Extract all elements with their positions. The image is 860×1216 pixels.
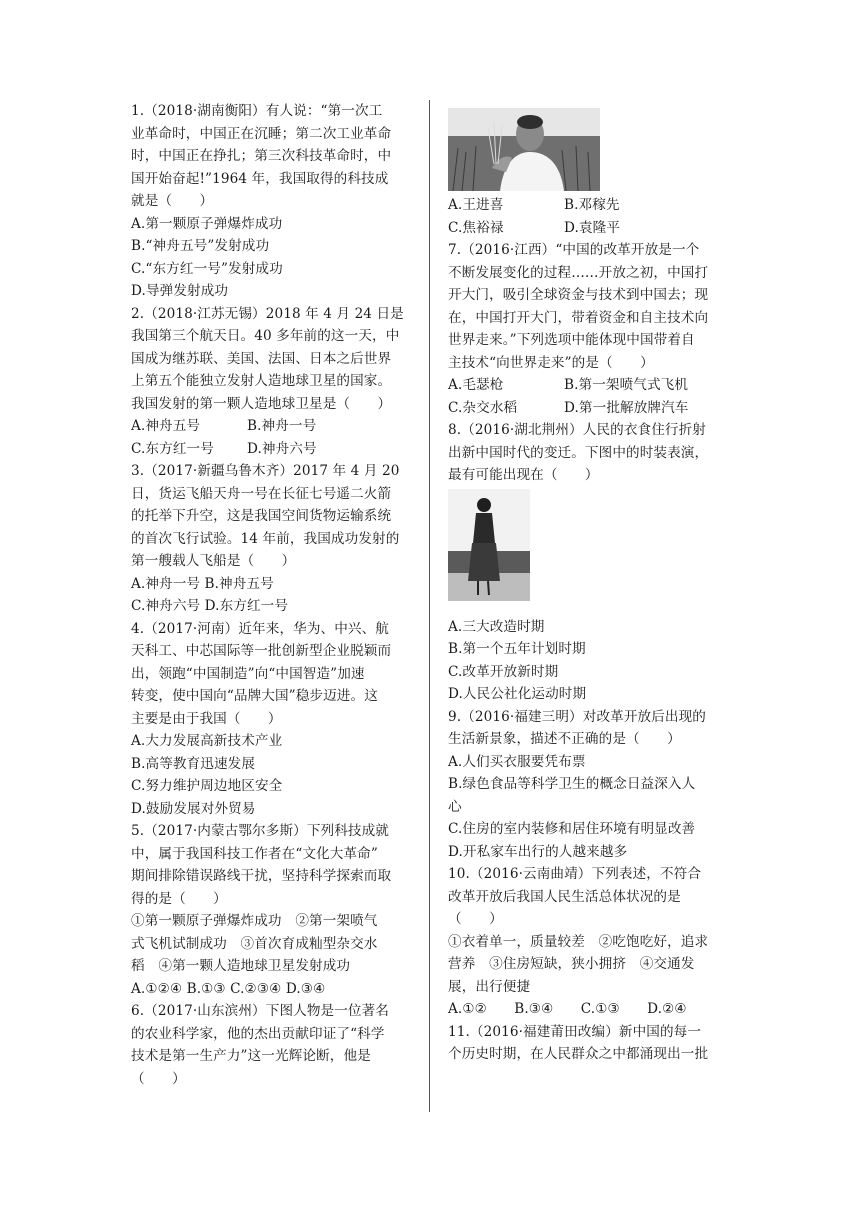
text-line: ①第一颗原子弹爆炸成功 ②第一架喷气 [131, 913, 378, 929]
text-line: A.①②④ B.①③ C.②③④ D.③④ [131, 980, 326, 997]
text-line: 中，属于我国科技工作者在“文化大革命” [131, 845, 378, 862]
text-line: ①衣着单一，质量较差 ②吃饱吃好，追求 [448, 933, 709, 950]
option-text: C.杂交水稻 [448, 399, 518, 416]
option-text: A.毛瑟枪 [448, 377, 504, 393]
text-line: A.第一颗原子弹爆炸成功 [131, 215, 283, 232]
option-row [448, 194, 737, 217]
text-line: 出，领跑“中国制造”向“中国智造”加速 [131, 665, 365, 682]
right-column [448, 100, 737, 1066]
option-row [448, 397, 737, 420]
text-line: 最有可能出现在（ ） [448, 467, 599, 483]
text-line: （ ） [448, 911, 503, 927]
text-line: 10.（2016·云南曲靖）下列表述，不符合 [448, 866, 702, 882]
text-line: 式飞机试制成功 ③首次育成籼型杂交水 [131, 935, 378, 952]
text-line: 我国发射的第一颗人造地球卫星是（ ） [131, 395, 392, 412]
option-text: D.神舟六号 [247, 440, 317, 457]
text-line: 6.（2017·山东滨州）下图人物是一位著名 [131, 1003, 389, 1019]
text-line: 主要是由于我国（ ） [131, 710, 282, 727]
text-line: 主技术“向世界走来”的是（ ） [448, 354, 654, 371]
option-text: C.东方红一号 [131, 440, 214, 457]
text-line: 稻 ④第一颗人造地球卫星发射成功 [131, 958, 351, 974]
text-line: 时，中国正在挣扎；第三次科技革命时，中 [131, 148, 392, 164]
text-line: 不断发展变化的过程……开放之初，中国打 [448, 264, 709, 281]
text-line: 技术是第一生产力”这一光辉论断，他是 [131, 1048, 371, 1064]
text-line: 的农业科学家，他的杰出贡献印证了“科学 [131, 1025, 385, 1042]
text-line: 业革命时，中国正在沉睡；第二次工业革命 [131, 125, 392, 142]
text-line: 生活新景象，描述不正确的是（ ） [448, 731, 681, 747]
text-line: 的首次飞行试验。14 年前，我国成功发射的 [131, 530, 400, 547]
text-line: C.神舟六号 D.东方红一号 [131, 598, 289, 614]
right-block-1 [448, 194, 737, 487]
text-line: 开大门，吸引全球资金与技术到中国去；现 [448, 287, 709, 303]
text-line: 在，中国打开大门，带着资金和自主技术向 [448, 309, 709, 326]
text-line: A.①② B.③④ C.①③ D.②④ [448, 1001, 687, 1017]
text-line: 个历史时期，在人民群众之中都涌现出一批 [448, 1046, 709, 1062]
text-line: D.开私家车出行的人越来越多 [448, 843, 628, 860]
text-line: 出新中国时代的变迁。下图中的时装表演， [448, 444, 709, 461]
option-text: B.第一架喷气式飞机 [564, 377, 689, 393]
text-line: 第一艘载人飞船是（ ） [131, 553, 296, 569]
text-line: 就是（ ） [131, 193, 214, 209]
text-line: 3.（2017·新疆乌鲁木齐）2017 年 4 月 20 [131, 463, 400, 479]
text-line: A.神舟一号 B.神舟五号 [131, 575, 274, 592]
text-line: 天科工、中芯国际等一批创新型企业脱颖而 [131, 643, 392, 659]
option-row [448, 374, 737, 397]
text-line: A.大力发展高新技术产业 [131, 733, 283, 749]
text-line: B.“神舟五号”发射成功 [131, 238, 270, 254]
left-column [131, 100, 416, 1090]
text-line: A.三大改造时期 [448, 618, 545, 635]
text-line: 展，出行便捷 [448, 978, 531, 995]
text-line: 国成为继苏联、美国、法国、日本之后世界 [131, 350, 392, 367]
text-line: B.绿色食品等科学卫生的概念日益深入人 [448, 776, 696, 792]
text-line: 世界走来。”下列选项中能体现中国带着自 [448, 332, 695, 348]
right-block-2 [448, 616, 737, 1066]
text-line: C.“东方红一号”发射成功 [131, 260, 283, 277]
text-line: 心 [448, 798, 462, 815]
column-divider [429, 100, 430, 1112]
text-line: D.人民公社化运动时期 [448, 686, 587, 702]
option-row [448, 217, 737, 240]
text-line: 8.（2016·湖北荆州）人民的衣食住行折射 [448, 422, 706, 438]
text-line: 转变，使中国向“品牌大国”稳步迈进。这 [131, 688, 378, 704]
option-text: A.神舟五号 [131, 418, 201, 434]
text-line: C.改革开放新时期 [448, 663, 559, 680]
text-line: 期间排除错误路线干扰，坚持科学探索而取 [131, 868, 392, 884]
option-text: B.神舟一号 [247, 418, 317, 434]
text-line: 5.（2017·内蒙古鄂尔多斯）下列科技成就 [131, 823, 389, 839]
text-line: A.人们买衣服要凭布票 [448, 753, 586, 770]
text-line: 日，货运飞船天舟一号在长征七号遥二火箭 [131, 485, 392, 502]
text-line: （ ） [131, 1070, 186, 1087]
option-text: D.袁隆平 [564, 219, 621, 236]
option-text: B.邓稼先 [564, 197, 620, 213]
text-line: C.住房的室内装修和居住环境有明显改善 [448, 821, 696, 837]
text-line: C.努力维护周边地区安全 [131, 778, 283, 794]
text-line: B.高等教育迅速发展 [131, 755, 256, 772]
text-line: 2.（2018·江苏无锡）2018 年 4 月 24 日是 [131, 305, 404, 322]
option-text: D.第一批解放牌汽车 [564, 399, 689, 416]
text-line: 改革开放后我国人民生活总体状况的是 [448, 888, 681, 905]
text-line: 国开始奋起!”1964 年，我国取得的科技成 [131, 170, 389, 187]
text-line: B.第一个五年计划时期 [448, 641, 586, 657]
text-line: 4.（2017·河南）近年来，华为、中兴、航 [131, 620, 389, 637]
text-line: 我国第三个航天日。40 多年前的这一天，中 [131, 328, 400, 344]
option-text: C.焦裕禄 [448, 219, 504, 236]
text-line: D.导弹发射成功 [131, 283, 229, 299]
text-line: 营养 ③住房短缺，狭小拥挤 ④交通发 [448, 956, 695, 972]
option-text: A.王进喜 [448, 197, 504, 213]
scientist-photo-icon [448, 108, 600, 191]
text-line: 11.（2016·福建莆田改编）新中国的每一 [448, 1023, 702, 1040]
text-line: 的托举下升空，这是我国空间货物运输系统 [131, 508, 392, 524]
text-line: 7.（2016·江西）“中国的改革开放是一个 [448, 242, 700, 258]
option-row [131, 415, 416, 438]
fashion-photo-icon [448, 489, 530, 601]
text-line: 9.（2016·福建三明）对改革开放后出现的 [448, 708, 706, 725]
option-row [131, 438, 416, 461]
text-line: D.鼓励发展对外贸易 [131, 800, 256, 817]
text-line: 得的是（ ） [131, 890, 227, 907]
text-line: 1.（2018·湖南衡阳）有人说：“第一次工 [131, 103, 383, 119]
text-line: 上第五个能独立发射人造地球卫星的国家。 [131, 373, 392, 389]
